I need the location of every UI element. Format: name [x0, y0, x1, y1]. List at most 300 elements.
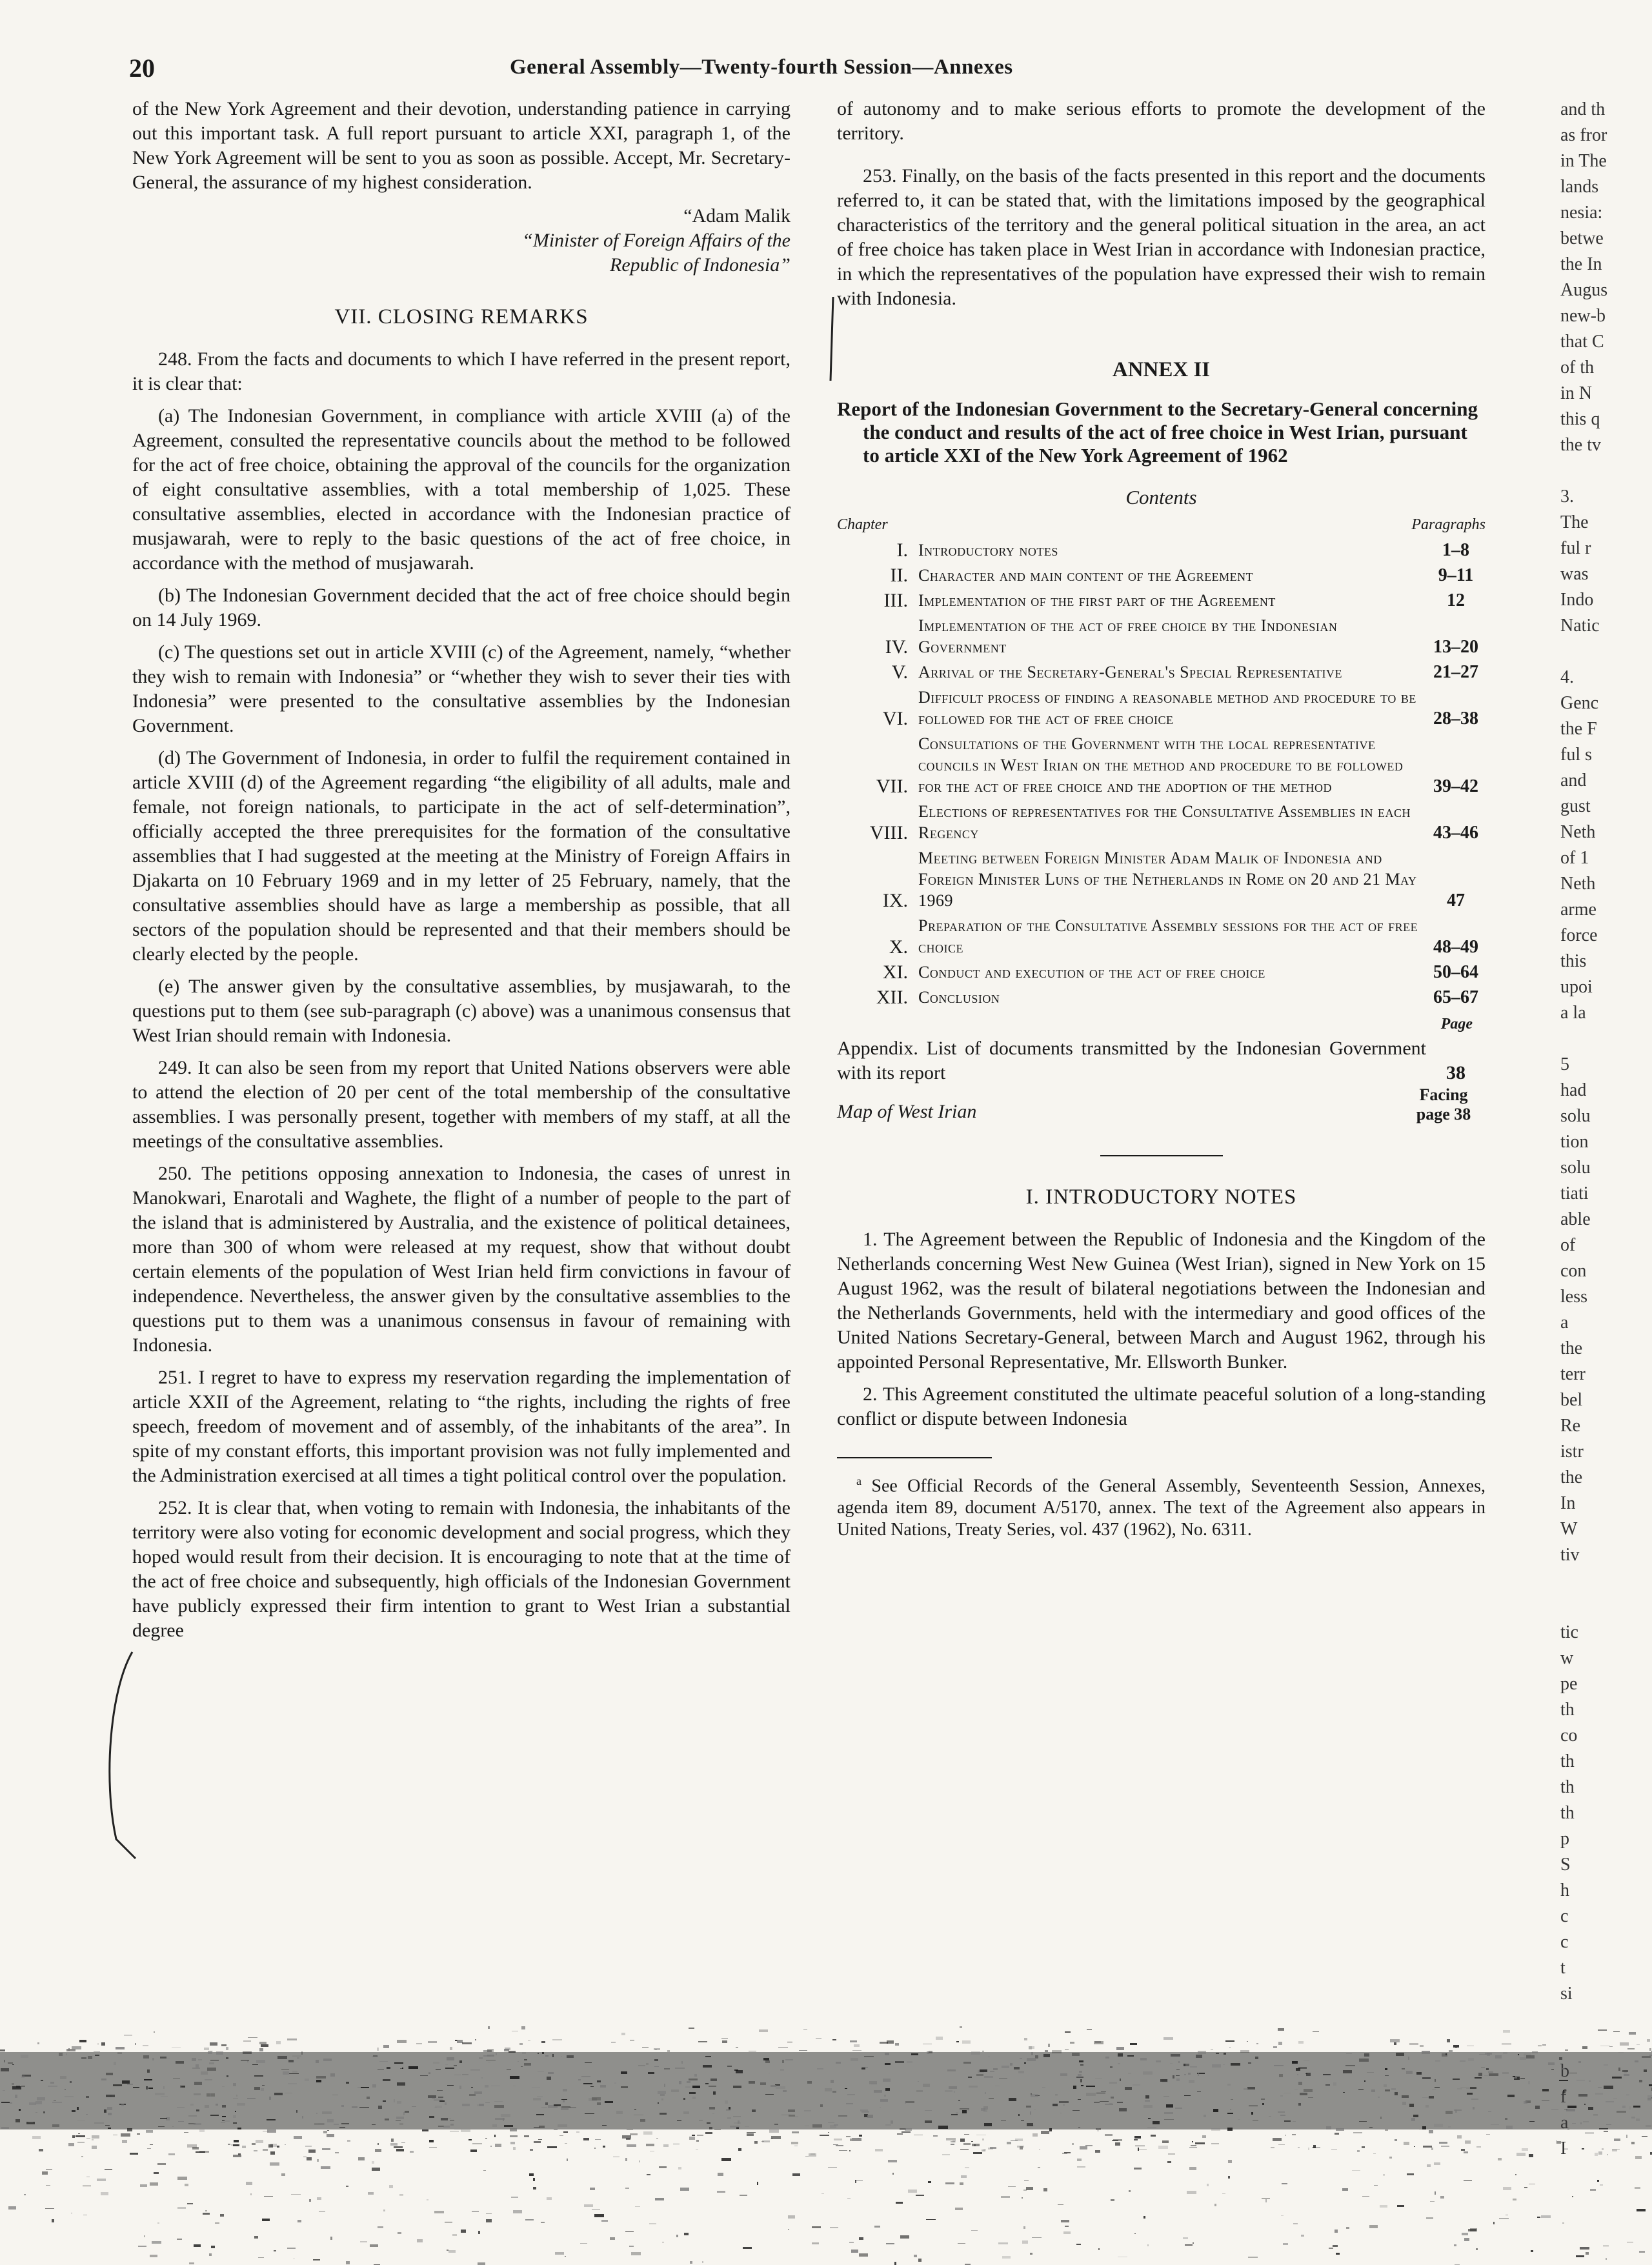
scan-speck — [581, 2076, 590, 2077]
scan-speck — [1094, 2041, 1103, 2044]
scan-speck — [661, 2099, 663, 2100]
scan-speck — [521, 2066, 523, 2067]
scan-speck — [487, 2049, 494, 2052]
scan-speck — [443, 2126, 450, 2128]
scan-speck — [1247, 2087, 1255, 2089]
scan-speck — [717, 2191, 725, 2193]
scan-speck — [180, 2085, 181, 2088]
scan-speck — [973, 2152, 982, 2154]
scan-speck — [510, 2142, 515, 2144]
scan-speck — [1390, 2039, 1400, 2042]
scan-speck — [274, 2093, 283, 2095]
scan-speck — [150, 2182, 158, 2186]
scan-speck — [1374, 2185, 1378, 2186]
contents-chapter-number: X. — [889, 936, 908, 958]
contents-chapter-number: III. — [883, 590, 908, 611]
scan-speck — [1118, 2063, 1120, 2064]
scan-speck — [267, 2129, 276, 2133]
scan-speck — [1498, 2158, 1502, 2160]
scan-speck — [900, 2235, 909, 2239]
scan-speck — [880, 2042, 888, 2044]
scan-speck — [689, 2079, 698, 2080]
scan-speck — [447, 2057, 454, 2060]
scan-speck — [1223, 2064, 1225, 2065]
scan-speck — [233, 2098, 238, 2099]
scan-speck — [754, 2141, 758, 2144]
scan-speck — [1346, 2053, 1352, 2054]
bleed-line: tiati — [1560, 1183, 1589, 1203]
scan-speck — [542, 2052, 544, 2054]
scan-speck — [150, 2144, 153, 2145]
scan-speck — [452, 2234, 457, 2236]
scan-speck — [37, 2097, 45, 2100]
scan-speck — [15, 2119, 20, 2122]
scan-speck — [602, 2125, 607, 2126]
scan-speck — [367, 2097, 370, 2099]
scan-speck — [1211, 2128, 1220, 2131]
scan-speck — [416, 2043, 422, 2044]
scan-speck — [228, 2144, 230, 2145]
scan-speck — [243, 2051, 252, 2054]
scan-speck — [1189, 2167, 1196, 2170]
contents-paragraph-range: 9–11 — [1438, 565, 1474, 585]
scan-speck — [1231, 2099, 1233, 2100]
scan-speck — [1072, 2143, 1074, 2145]
scan-speck — [1636, 2119, 1640, 2121]
scan-speck — [1058, 2204, 1063, 2205]
scan-speck — [1120, 2079, 1121, 2081]
scan-speck — [1109, 2103, 1113, 2104]
bleed-line: lands — [1560, 177, 1599, 197]
bleed-line: t — [1560, 1958, 1566, 1978]
scan-speck — [94, 2122, 104, 2124]
scan-speck — [1163, 2037, 1173, 2040]
scan-speck — [1031, 2052, 1033, 2055]
map-title: Map of West Irian — [837, 1101, 977, 1122]
scan-speck — [317, 2159, 319, 2162]
scan-speck — [834, 2139, 842, 2140]
scan-speck — [291, 2194, 301, 2195]
scan-speck — [1078, 2099, 1081, 2100]
scan-speck — [97, 2179, 106, 2181]
paragraph-251: 251. I regret to have to express my reservation regarding the implementation of article XXII of the Agreement, relating to “the rights, including the rights of free speech, freedom of movement and of assembly, of the inhabitants of the area”. In spite of my constant efforts, this important provision was not fully implemented and the Administration exercised at all times a tight political control over the population. — [132, 1367, 791, 1486]
scan-speck — [505, 2048, 510, 2050]
scan-speck — [101, 2079, 106, 2080]
scan-speck — [1011, 2140, 1018, 2141]
scan-speck — [373, 2055, 378, 2057]
scan-speck — [805, 2156, 809, 2157]
scan-speck — [561, 2099, 567, 2100]
scan-speck — [660, 2113, 667, 2115]
scan-speck — [1143, 2216, 1145, 2219]
scan-speck — [765, 2060, 770, 2063]
scan-speck — [1127, 2055, 1134, 2057]
scan-speck — [1513, 2199, 1516, 2200]
scan-speck — [486, 2213, 492, 2214]
scan-speck — [982, 2149, 985, 2151]
scan-speck — [1578, 2061, 1581, 2063]
scan-speck — [1296, 2068, 1300, 2071]
scan-speck — [1187, 2191, 1196, 2194]
scan-speck — [757, 2182, 758, 2185]
contents-paragraph-range: 12 — [1447, 590, 1465, 610]
scan-speck — [895, 2061, 904, 2063]
scan-speck — [428, 2041, 437, 2043]
scan-speck — [664, 2084, 665, 2087]
scan-speck — [749, 2081, 755, 2084]
scan-speck — [106, 2073, 113, 2075]
scan-speck — [683, 2111, 689, 2114]
scan-speck — [1023, 2190, 1027, 2191]
scan-speck — [176, 2061, 184, 2064]
scan-speck — [733, 2116, 741, 2117]
scan-speck — [891, 2120, 893, 2124]
scan-speck — [727, 2117, 731, 2119]
scan-speck — [1116, 2047, 1124, 2050]
scan-speck — [1070, 2042, 1074, 2044]
scan-speck — [1059, 2101, 1069, 2103]
scan-speck — [847, 2198, 851, 2199]
scan-speck — [1119, 2108, 1127, 2111]
scan-speck — [1007, 2142, 1011, 2144]
scan-speck — [21, 2075, 25, 2078]
scan-speck — [1597, 2180, 1599, 2182]
scan-speck — [1532, 2051, 1538, 2053]
scan-speck — [1198, 2051, 1206, 2054]
scan-speck — [1032, 2237, 1042, 2238]
scan-speck — [545, 2055, 549, 2057]
bleed-line: co — [1560, 1726, 1578, 1746]
scan-speck — [250, 2193, 252, 2195]
scan-speck — [1022, 2197, 1023, 2199]
scan-speck — [1076, 2244, 1081, 2245]
paragraph-249: 249. It can also be seen from my report that United Nations observers were able to attend the election of 20 per cent of the total membership of the consultative assemblies. I was personally present, together with members of my staff, at all the meetings of the consultative assemblies. — [132, 1057, 791, 1152]
scan-speck — [971, 2051, 980, 2055]
contents-chapter-number: V. — [891, 661, 908, 683]
scan-speck — [470, 2069, 480, 2071]
bleed-line: W — [1560, 1519, 1578, 1539]
bleed-line: istr — [1560, 1442, 1584, 1462]
scan-speck — [77, 2142, 85, 2143]
scan-speck — [976, 2074, 983, 2076]
scan-speck — [894, 2262, 896, 2265]
scan-speck — [958, 2243, 965, 2244]
scan-speck — [148, 2088, 153, 2089]
bleed-line: tic — [1560, 1622, 1578, 1642]
bleed-line: tion — [1560, 1132, 1589, 1152]
scan-speck — [1298, 2041, 1304, 2044]
scan-speck — [10, 2102, 12, 2104]
scan-speck — [1024, 2180, 1029, 2181]
scan-speck — [971, 2141, 973, 2142]
scan-speck — [1447, 2039, 1450, 2042]
scan-speck — [318, 2123, 325, 2125]
scan-speck — [1491, 2124, 1499, 2125]
scan-speck — [655, 2198, 664, 2200]
scan-speck — [687, 2081, 690, 2083]
scan-speck — [654, 2059, 658, 2061]
scan-speck — [1176, 2075, 1180, 2076]
scan-speck — [831, 2080, 834, 2083]
bleed-line: th — [1560, 1700, 1575, 1720]
scan-speck — [1402, 2102, 1406, 2105]
scan-speck — [1115, 2142, 1120, 2146]
scan-speck — [1079, 2071, 1082, 2073]
scan-speck — [590, 2188, 595, 2190]
scan-speck — [585, 2113, 594, 2114]
scan-speck — [3, 2090, 5, 2091]
scan-speck — [776, 2086, 785, 2089]
scan-speck — [122, 2140, 127, 2143]
scan-speck — [774, 2124, 778, 2125]
scan-speck — [408, 2066, 418, 2069]
bleed-line: Indo — [1560, 590, 1594, 610]
scan-speck — [803, 2029, 807, 2030]
scan-speck — [654, 2066, 659, 2067]
scan-speck — [1171, 2054, 1180, 2057]
scan-speck — [769, 2129, 779, 2133]
scan-speck — [740, 2195, 747, 2196]
scan-speck — [567, 2055, 574, 2058]
scan-speck — [360, 2241, 367, 2242]
scan-speck — [936, 2037, 943, 2040]
scan-speck — [1026, 2187, 1033, 2190]
scan-speck — [472, 2143, 482, 2144]
scan-speck — [639, 2160, 640, 2162]
scan-speck — [262, 2219, 270, 2221]
scan-speck — [1, 2102, 10, 2103]
scan-speck — [1145, 2100, 1150, 2102]
bleed-line: con — [1560, 1261, 1587, 1281]
scan-speck — [1470, 2087, 1476, 2089]
scan-speck — [1531, 2250, 1533, 2252]
scan-speck — [585, 2062, 592, 2063]
scan-speck — [108, 2128, 111, 2129]
scan-speck — [1228, 2160, 1232, 2163]
scan-speck — [707, 2122, 710, 2124]
scan-speck — [1402, 2095, 1409, 2098]
scan-speck — [504, 2125, 513, 2127]
scan-speck — [1085, 2145, 1093, 2146]
scan-speck — [1595, 2093, 1603, 2095]
scan-speck — [614, 2082, 616, 2084]
scan-speck — [346, 2186, 348, 2187]
bleed-line: that C — [1560, 332, 1604, 352]
scan-speck — [1336, 2128, 1344, 2131]
scan-speck — [908, 2190, 917, 2193]
scan-speck — [1308, 2148, 1309, 2150]
scan-speck — [1238, 2119, 1240, 2120]
signature-title-line-2: Republic of Indonesia” — [610, 254, 791, 276]
bleed-line: solu — [1560, 1158, 1591, 1178]
scan-speck — [233, 2122, 237, 2124]
scan-speck — [718, 2173, 723, 2176]
scan-speck — [771, 2136, 781, 2139]
scan-speck — [709, 2127, 712, 2129]
scan-speck — [510, 2076, 519, 2079]
scan-speck — [1211, 2143, 1219, 2144]
scan-speck — [1343, 2092, 1345, 2093]
scan-speck — [1429, 2130, 1433, 2133]
scan-speck — [1423, 2146, 1432, 2148]
scan-speck — [1588, 2107, 1593, 2110]
scan-speck — [188, 2115, 197, 2117]
scan-speck — [1227, 2084, 1231, 2086]
scan-speck — [292, 2055, 301, 2057]
scan-speck — [951, 2141, 955, 2142]
scan-speck — [1336, 2253, 1340, 2255]
scan-speck — [268, 2144, 273, 2148]
scan-speck — [1411, 2118, 1415, 2121]
scan-speck — [172, 2126, 174, 2127]
scan-speck — [187, 2144, 197, 2148]
scan-speck — [1582, 2148, 1584, 2149]
scan-speck — [611, 2042, 616, 2043]
scan-speck — [1292, 2134, 1296, 2135]
scan-speck — [1343, 2070, 1352, 2073]
scan-speck — [1435, 2191, 1436, 2195]
scan-speck — [494, 2105, 504, 2108]
scan-speck — [1431, 2148, 1433, 2150]
scan-speck — [710, 2079, 717, 2081]
scan-speck — [1185, 2064, 1189, 2066]
scan-speck — [177, 2207, 186, 2209]
scan-speck — [678, 2167, 681, 2169]
scan-speck — [1454, 2244, 1456, 2246]
scan-speck — [649, 2223, 656, 2224]
contents-chapter-title: Difficult process of finding a reasonable method and procedure to be followed for the act of free choice — [918, 688, 1416, 728]
scan-speck — [1018, 2114, 1020, 2116]
scan-speck — [638, 2065, 645, 2066]
scan-speck — [334, 2124, 339, 2125]
scan-speck — [962, 2110, 967, 2113]
scan-speck — [104, 2109, 106, 2113]
scan-speck — [533, 2187, 536, 2190]
scan-speck — [1077, 2159, 1082, 2161]
scan-speck — [1487, 2053, 1490, 2056]
scan-speck — [201, 2071, 208, 2075]
scan-speck — [216, 2104, 218, 2106]
scan-speck — [254, 2075, 263, 2077]
scan-speck — [235, 2111, 236, 2112]
scan-speck — [1151, 2135, 1156, 2137]
scan-speck — [1018, 2071, 1024, 2073]
scan-speck — [8, 2206, 16, 2210]
scan-speck — [534, 2127, 539, 2128]
scan-speck — [454, 2065, 457, 2066]
scan-speck — [1002, 2066, 1009, 2068]
scan-speck — [1168, 2153, 1175, 2155]
scan-speck — [323, 2059, 332, 2061]
scan-speck — [792, 2131, 799, 2133]
scan-speck — [816, 2038, 821, 2039]
scan-speck — [654, 2048, 660, 2050]
scan-speck — [383, 2079, 390, 2081]
scan-speck — [1280, 2115, 1285, 2116]
scan-speck — [1448, 2126, 1451, 2128]
scan-speck — [144, 2235, 145, 2237]
scan-speck — [1283, 2243, 1288, 2245]
scan-speck — [383, 2045, 389, 2048]
scan-speck — [916, 2195, 924, 2196]
scan-speck — [916, 2090, 923, 2092]
scan-speck — [658, 2091, 666, 2094]
scan-speck — [1362, 2146, 1365, 2148]
scan-speck — [859, 2253, 868, 2257]
scan-speck — [1359, 2121, 1367, 2122]
scan-speck — [1195, 2142, 1205, 2144]
scan-speck — [204, 2048, 209, 2050]
scan-speck — [1535, 2106, 1540, 2109]
scan-speck — [1565, 2049, 1568, 2051]
scan-speck — [583, 2083, 592, 2084]
bleed-line: p — [1560, 1829, 1569, 1849]
scan-speck — [35, 2101, 42, 2104]
bleed-line: this — [1560, 951, 1587, 971]
scan-speck — [1548, 2062, 1555, 2065]
scan-speck — [836, 2145, 843, 2146]
scan-speck — [1300, 2093, 1307, 2095]
bleed-line: able — [1560, 1209, 1591, 1229]
scan-speck — [233, 2155, 241, 2157]
scan-speck — [578, 2079, 581, 2080]
scan-speck — [39, 2149, 43, 2151]
scan-speck — [429, 2116, 434, 2118]
footnote-text: See Official Records of the General Assembly, Seventeenth Session, Annexes, agenda item 89, document A/5170, annex. The text of the Agreement also appears in United Nations, Treaty Series, vol. 437 (1962), No. 6311. — [837, 1476, 1486, 1540]
scan-speck — [43, 2111, 45, 2113]
scan-speck — [323, 2131, 327, 2133]
scan-speck — [1078, 2127, 1080, 2128]
scan-speck — [983, 2109, 987, 2112]
scan-speck — [1198, 2073, 1199, 2076]
scan-speck — [1064, 2152, 1071, 2153]
scan-speck — [625, 2158, 627, 2161]
scan-speck — [1649, 2055, 1652, 2056]
contents-chapter-number: VIII. — [869, 822, 908, 843]
scan-speck — [1612, 2149, 1617, 2151]
scan-speck — [248, 2037, 257, 2038]
scan-speck — [396, 2120, 401, 2121]
scan-speck — [462, 2104, 470, 2106]
scan-speck — [1081, 2085, 1083, 2086]
scan-speck — [1279, 2074, 1283, 2077]
scan-speck — [146, 2130, 153, 2133]
scan-speck — [659, 2166, 667, 2168]
scan-speck — [52, 2102, 62, 2103]
scan-speck — [1212, 2064, 1221, 2068]
scan-speck — [478, 2262, 485, 2265]
bleed-line: solu — [1560, 1106, 1591, 1126]
scan-speck — [722, 2040, 727, 2043]
annex-heading: ANNEX II — [1112, 358, 1211, 381]
scan-speck — [210, 2093, 211, 2097]
scan-speck — [86, 2096, 89, 2098]
contents-chapter-title: Preparation of the Consultative Assembly sessions for the act of free choice — [918, 916, 1418, 956]
scan-speck — [1582, 2046, 1587, 2049]
scan-speck — [391, 2139, 394, 2142]
scan-speck — [1224, 2053, 1226, 2055]
scan-speck — [955, 2208, 963, 2210]
scan-speck — [1192, 2141, 1193, 2142]
scan-speck — [216, 2051, 223, 2055]
scan-speck — [60, 2076, 66, 2079]
scan-speck — [470, 2149, 477, 2152]
running-title: General Assembly—Twenty-fourth Session—Annexes — [510, 55, 1013, 79]
scan-speck — [445, 2064, 448, 2065]
scan-speck — [1642, 2056, 1651, 2058]
scan-speck — [616, 2111, 623, 2114]
scan-speck — [1045, 2050, 1048, 2052]
